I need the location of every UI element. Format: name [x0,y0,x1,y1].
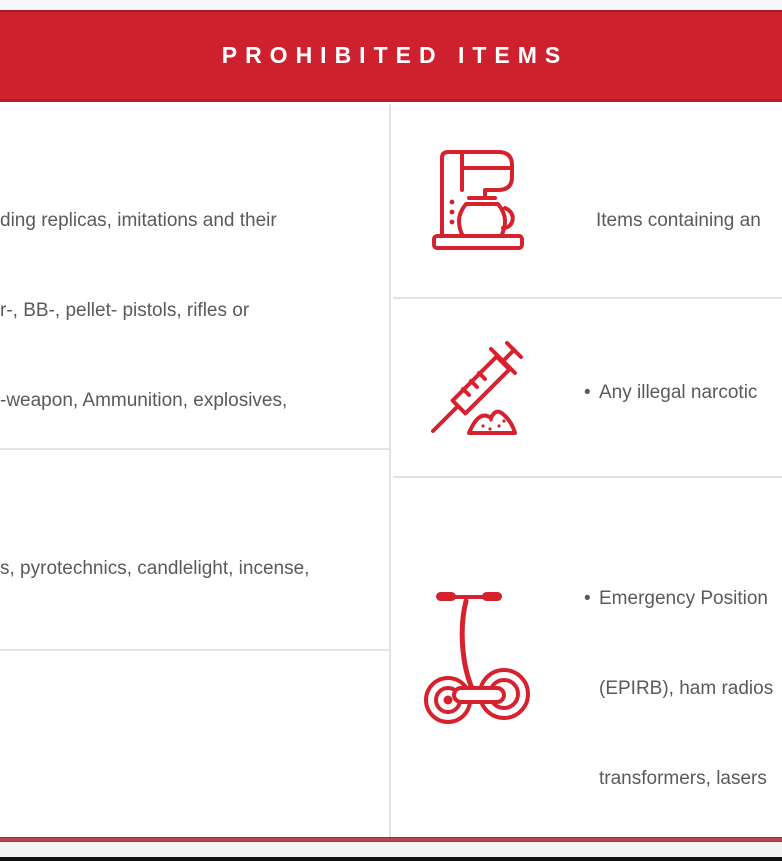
text-line: Any illegal narcotic [599,382,758,403]
bullet-line [584,674,782,704]
text-line: s, pyrotechnics, candlelight, incense, [0,558,310,579]
left-weapons-text-block [0,146,388,418]
header-banner [0,10,782,102]
page-title: PROHIBITED ITEMS [221,42,569,68]
text-line: Emergency Position [599,588,768,609]
bullet-line [584,378,782,408]
right-electronics-text-block [584,524,782,796]
top-margin-strip [0,0,782,10]
left-section-divider-2 [0,649,389,651]
bullet-marker [584,674,599,704]
right-section-divider-2 [393,476,782,478]
bullet-marker: • [584,382,591,403]
text-line: r-, BB-, pellet- pistols, rifles or [0,300,250,321]
text-line: -weapon, Ammunition, explosives, [0,390,288,411]
left-flammables-text-block [0,494,388,616]
footer-margin-strip [0,842,782,857]
bullet-line [584,468,782,470]
right-heating-items-text-block [596,146,782,268]
text-line: (EPIRB), ham radios [599,678,774,699]
text-line [599,468,767,470]
right-narcotics-text-block [584,318,782,470]
bullet-line [584,584,782,614]
segway-scooter-icon [416,584,538,726]
text-line: ding replicas, imitations and their [0,210,277,231]
bullet-marker [584,764,599,794]
text-line: Items containing an [596,210,761,231]
bullet-marker: • [584,588,591,609]
syringe-narcotics-icon [419,333,533,447]
left-sharp-weapons-text-block [0,703,388,765]
right-section-divider-1 [393,297,782,299]
bottom-black-bar [0,857,782,861]
text-line: transformers, lasers [599,768,767,789]
bullet-marker [584,468,599,470]
coffee-machine-icon [428,146,528,254]
left-section-divider-1 [0,448,389,450]
bullet-line [584,764,782,794]
text-line [0,763,388,765]
column-divider [389,104,391,837]
